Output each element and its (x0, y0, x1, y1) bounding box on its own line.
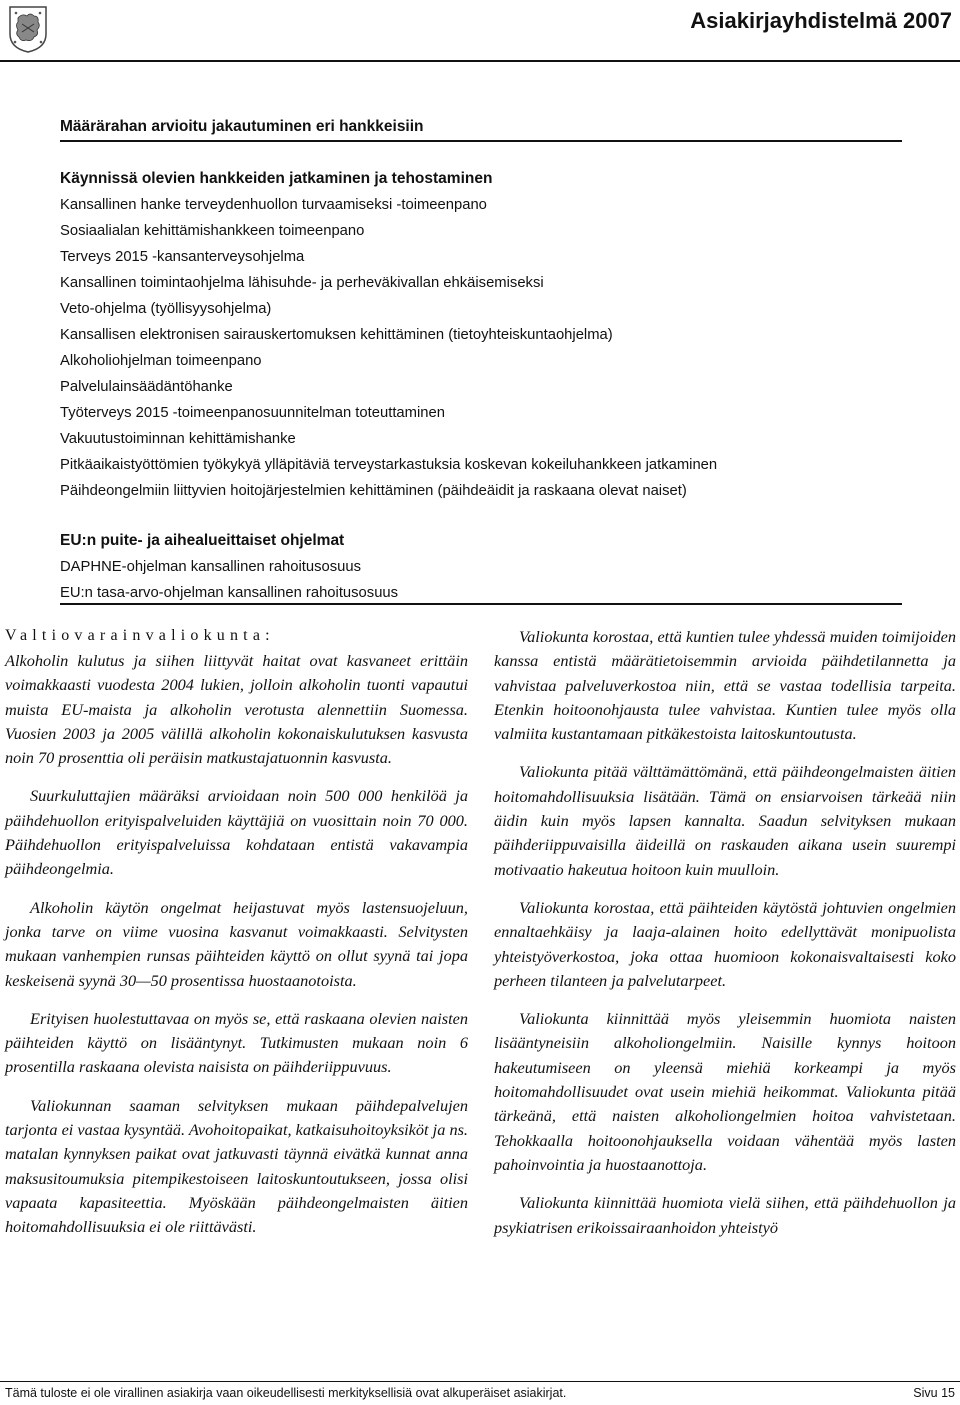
allocation-list (60, 166, 902, 606)
document-title: Asiakirjayhdistelmä 2007 (690, 8, 952, 33)
committee-label: Valtiovarainvaliokunta: (5, 627, 275, 644)
paragraph: Valiokunta kiinnittää huomiota vielä siihen, että päihdehuollon ja psykiatrisen erikoissairaanhoidon yhteistyö (494, 1193, 956, 1237)
list-item: Kansallinen hanke terveydenhuollon turvaamiseksi -toimeenpano (60, 197, 487, 213)
allocation-bottom-rule (60, 603, 902, 605)
paragraph: Suurkuluttajien määräksi arvioidaan noin 500 000 henkilöä ja päihdehuollon erityispalveluiden käyttäjiä on vuosittain noin 70 000. Päihdehuollon erityispalveluissa kohdataan entistä vakavampia päihdeongelmia. (5, 786, 468, 879)
paragraph: Alkoholin kulutus ja siihen liittyvät haitat ovat kasvaneet erittäin voimakkaasti vuodesta 2004 lukien, jolloin alkoholin tuonti vapautui muista EU-maista ja alkoholin verotusta alennettiin Suomessa. Vuosien 2003 ja 2005 välillä alkoholin kokonaiskulutuksen kasvusta noin 70 prosenttia oli peräisin matkustajatuonnin kasvusta. (5, 651, 468, 768)
list-item: Työterveys 2015 -toimeenpanosuunnitelman toteuttaminen (60, 405, 445, 421)
header-divider (0, 60, 960, 62)
list-item: Päihdeongelmiin liittyvien hoitojärjestelmien kehittäminen (päihdeäidit ja raskaana olevat naiset) (60, 483, 687, 499)
paragraph: Valiokunta korostaa, että kuntien tulee yhdessä muiden toimijoiden kanssa entistä määrätietoisemmin arvioida päihdetilannetta ja vahvistaa palveluverkostoa niin, että se vastaa todellisia tarpeita. Etenkin hoitoonohjausta tulee vahvistaa. Kuntien tulee myös olla valmiita kustantamaan pitkäkestoista laitoskuntoutusta. (494, 627, 956, 744)
list-item: DAPHNE-ohjelman kansallinen rahoitusosuus (60, 559, 362, 575)
list-item: Pitkäaikaistyöttömien työkykyä ylläpitäviä terveystarkastuksia koskevan kokeiluhankkeen jatkaminen (60, 457, 718, 473)
list-item: Terveys 2015 -kansanterveysohjelma (60, 249, 305, 265)
paragraph: Valiokunnan saaman selvityksen mukaan päihdepalvelujen tarjonta ei vastaa kysyntää. Avohoitopaikat, katkaisuhoitoyksiköt ja ns. matalan kynnyksen paikat ovat jatkuvasti täynnä eivätkä kunnat anna maksusitoumuksia pitempikestoiseen laitoskuntoutukseen, jossa olisi vapaata kapasiteettia. Myöskään päihdeongelmaisten äitien hoitomahdollisuuksia ei ole riittävästi. (5, 1095, 468, 1237)
allocation-title-block (60, 118, 902, 136)
paragraph: Valiokunta korostaa, että päihteiden käytöstä johtuvien ongelmien ennaltaehkäisy ja laaja-alainen hoito edellyttävät monipuolista yhteistyöverkostoa, joka ottaa huomioon kokonaisvaltaisesti koko perheen tilanteen ja palvelutarpeet. (494, 897, 956, 990)
paragraph: Valiokunta kiinnittää myös yleisemmin huomiota naisten lisääntyneisiin alkoholiongelmiin. Naisille kynnys hoitoon hakeutumiseen on yleensä miehiä korkeampi ja myös hoitomahdollisuudet ovat usein miehiä heikommat. Valiokunta pitää tärkeänä, että naisten alkoholiongelmien hoitoa vahvistetaan. Tehokkaalla hoitoonohjauksella voidaan vähentää myös lasten pahoinvointia ja huostaanottoja. (494, 1009, 956, 1174)
footer-disclaimer: Tämä tuloste ei ole virallinen asiakirja vaan oikeudellisesti merkityksellisiä ovat alkuperäiset asiakirjat. (5, 1386, 567, 1400)
list-item: Sosiaalialan kehittämishankkeen toimeenpano (60, 223, 365, 239)
paragraph: Erityisen huolestuttavaa on myös se, että raskaana olevien naisten päihteiden käyttö on lisääntynyt. Tutkimusten mukaan noin 6 prosentilla raskaana olevista naisista on päihderiippuvuus. (5, 1008, 468, 1077)
list-item: Palvelulainsäädäntöhanke (60, 379, 233, 395)
paragraph: Valiokunta pitää välttämättömänä, että päihdeongelmaisten äitien hoitomahdollisuuksia lisätään. Tämä on ensiarvoisen tärkeää niin äidin kuin myös lapsen kannalta. Saadun selvityksen mukaan päihderiippuvaisilla äideillä on raskauden aikana usein suurempi motivaatio hakeutua hoitoon kuin muulloin. (494, 762, 956, 879)
section-heading-ongoing: Käynnissä olevien hankkeiden jatkaminen ja tehostaminen (60, 170, 493, 187)
list-item: Vakuutustoiminnan kehittämishanke (60, 431, 296, 447)
left-column (5, 625, 468, 1254)
allocation-top-rule (60, 140, 902, 142)
right-column (494, 625, 956, 1254)
list-item: Veto-ohjelma (työllisyysohjelma) (60, 301, 272, 317)
paragraph: Alkoholin käytön ongelmat heijastuvat myös lastensuojeluun, jonka tarve on viime vuosina kasvanut voimakkaasti. Selvitysten mukaan vanhempien runsas päihteiden käyttö on ollut syynä tai jopa keskeisenä syynä 30—50 prosentissa huostaanotoista. (5, 897, 468, 990)
allocation-title: Määrärahan arvioitu jakautuminen eri hankkeisiin (60, 118, 424, 135)
list-item: Kansallisen elektronisen sairauskertomuksen kehittäminen (tietoyhteiskuntaohjelma) (60, 327, 613, 343)
list-item: EU:n tasa-arvo-ohjelman kansallinen rahoitusosuus (60, 585, 399, 601)
lion-coat-of-arms-icon (6, 4, 50, 54)
section-heading-eu: EU:n puite- ja aihealueittaiset ohjelmat (60, 532, 345, 549)
list-item: Kansallinen toimintaohjelma lähisuhde- ja perheväkivallan ehkäisemiseksi (60, 275, 544, 291)
page-number: Sivu 15 (913, 1386, 955, 1400)
footer (5, 1386, 955, 1400)
footer-divider (0, 1381, 960, 1382)
list-item: Alkoholiohjelman toimeenpano (60, 353, 262, 369)
